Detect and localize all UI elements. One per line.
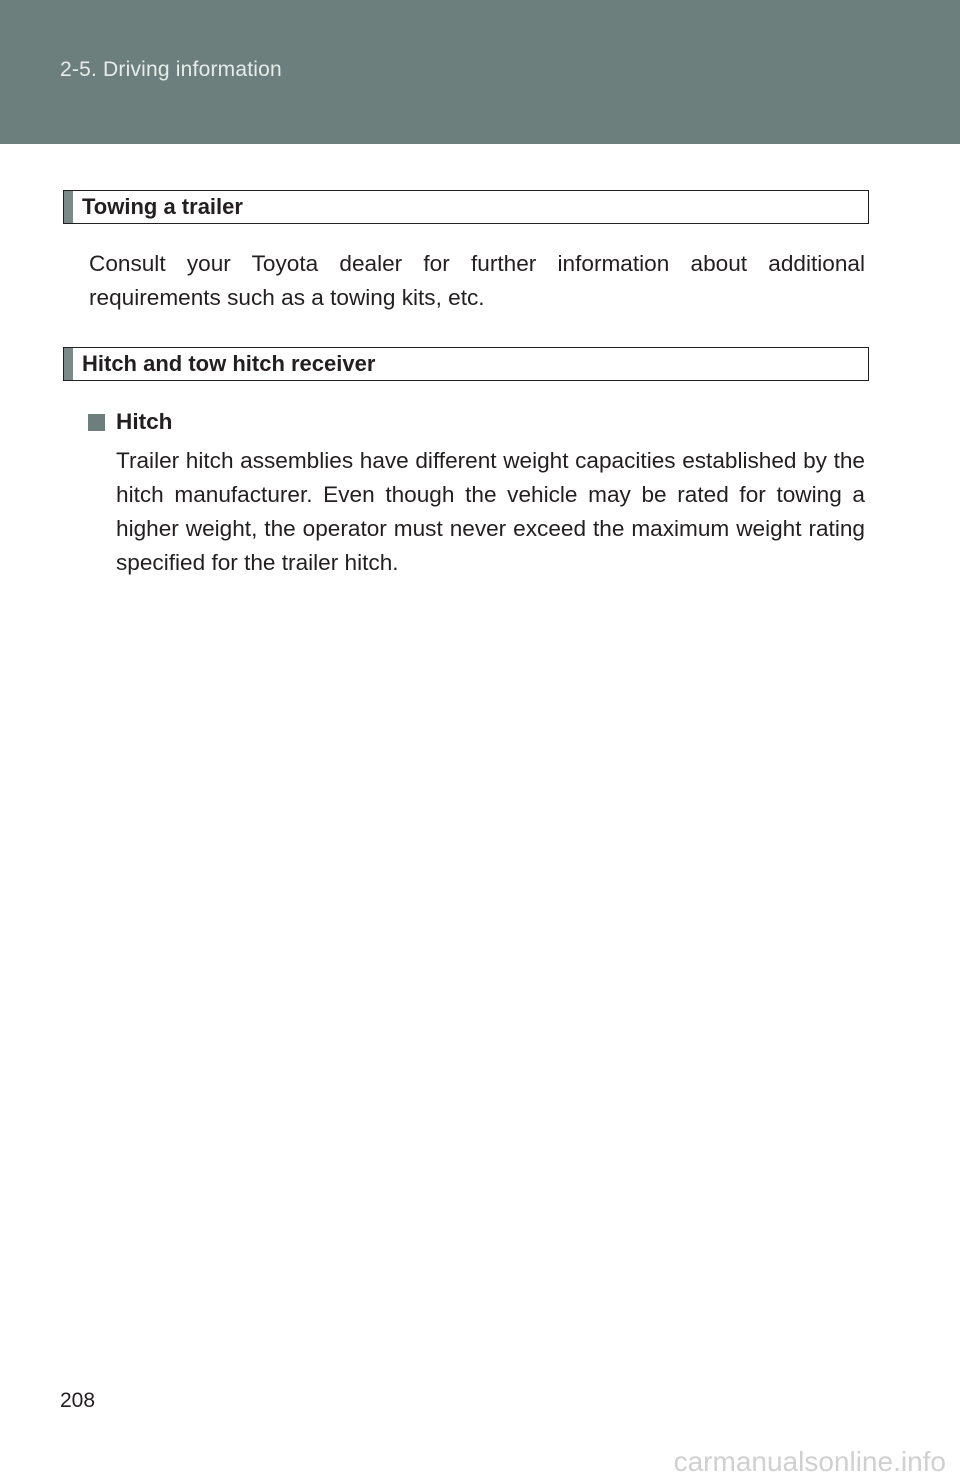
square-bullet-icon xyxy=(88,414,105,431)
heading-accent-bar xyxy=(64,348,73,380)
header-band xyxy=(0,0,960,144)
heading-text: Towing a trailer xyxy=(82,194,243,219)
page-number: 208 xyxy=(60,1389,96,1412)
heading-text: Hitch and tow hitch receiver xyxy=(82,351,376,376)
hitch-body-text: Trailer hitch assemblies have different weight capacities established by the hitch manufacturer. Even though the vehicle may be rated for towing a higher weight, the operator must never exceed the maximum weight rating specified for the trailer hitch. xyxy=(116,448,865,575)
section-label: 2-5. Driving information xyxy=(60,58,282,81)
heading-accent-bar xyxy=(64,191,73,223)
towing-body-text: Consult your Toyota dealer for further information about additional requirements such as a towing kits, etc. xyxy=(89,251,865,310)
heading-towing-a-trailer xyxy=(63,190,869,224)
heading-hitch-receiver xyxy=(63,347,869,381)
watermark: carmanualsonline.info xyxy=(673,1446,946,1477)
subsection-hitch xyxy=(88,405,172,439)
subsection-title: Hitch xyxy=(116,409,173,434)
